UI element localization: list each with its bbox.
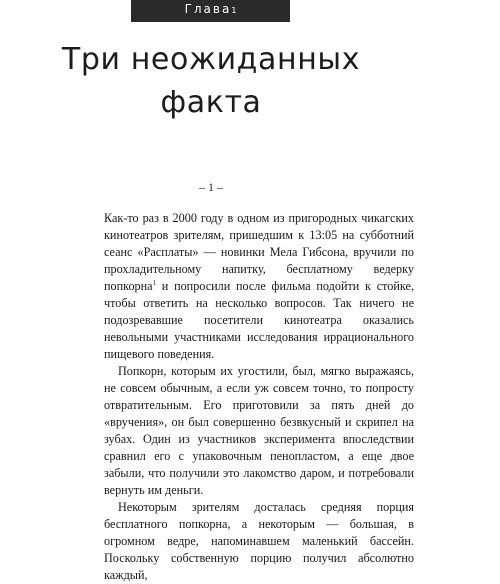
chapter-header-band [131,0,290,22]
paragraph-1 [104,210,414,363]
paragraph-3: Некоторым зрителям досталась средняя порция бесплатного попкорна, а некоторым — большая, в огромном ведре, напоминавшем маленький бассейн. Поскольку собственную порцию получил абсолютно каждый, [104,500,414,582]
chapter-title [0,38,422,124]
body-text [104,210,414,584]
chapter-label [131,2,290,16]
section-marker: – 1 – [199,180,223,194]
chapter-label-text: Глава [184,2,232,16]
chapter-title-line-2: факта [160,85,262,120]
chapter-title-line-1: Три неожиданных [61,42,361,77]
paragraph-1-text-a: Как-то раз в 2000 году в одном из пригородных чикагских кинотеатров зрителям, пришедшим к 13:05 на субботний сеанс «Расплаты» — новинки Мела Гибсона, вручили по прохладительному напитку, бесплатному ведерку попкорна [104,211,414,293]
footnote-ref: 1 [152,278,157,287]
paragraph-1-text-b: и попросили после фильма подойти к стойке, чтобы ответить на несколько вопросов. Так ничего не подозревавшие посетители кинотеатра оказались невольными участниками исследования иррационального пищевого поведения. [104,279,414,361]
chapter-number: 1 [231,6,237,15]
paragraph-2: Попкорн, которым их угостили, был, мягко выражаясь, не совсем обычным, а если уж совсем точно, то попросту отвратительным. Его приготовили за пять дней до «вручения», он был совершенно безвкусный и скрипел на зубах. Один из участников эксперимента впоследствии сравнил его с упаковочным пенопластом, а еще двое забыли, что получили это лакомство даром, и потребовали вернуть им деньги. [104,364,414,497]
